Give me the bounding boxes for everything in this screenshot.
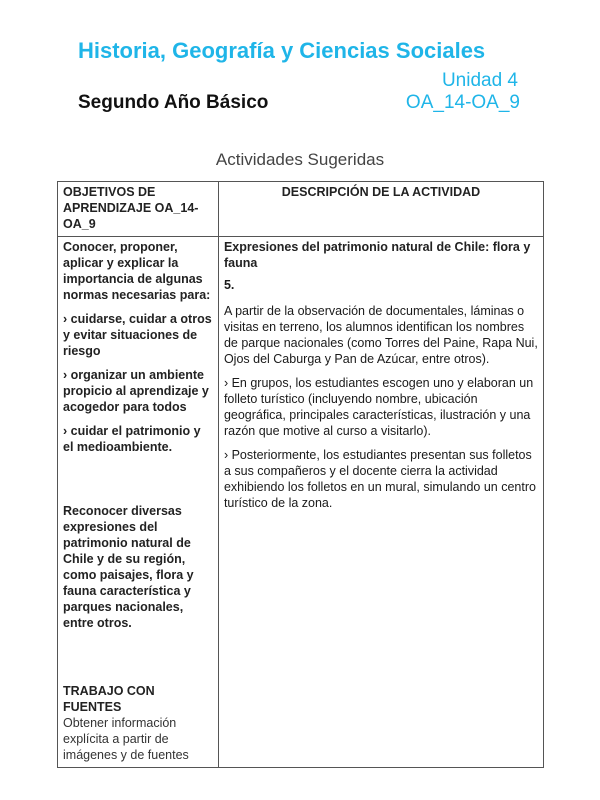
objective-item: › organizar un ambiente propicio al aprendizaje y acogedor para todos <box>63 368 209 414</box>
objective-intro: Conocer, proponer, aplicar y explicar la importancia de algunas normas necesarias para: <box>63 240 211 302</box>
section-title: Actividades Sugeridas <box>215 150 385 169</box>
table-row <box>58 237 544 768</box>
description-cell <box>218 237 543 768</box>
activity-title: Expresiones del patrimonio natural de Chile: flora y fauna <box>223 240 531 270</box>
subject-title: Historia, Geografía y Ciencias Sociales <box>78 38 486 63</box>
skills-text: Obtener información explícita a partir de imágenes y de fuentes <box>63 716 189 762</box>
activity-paragraph: › En grupos, los estudiantes escogen uno y elaboran un folleto turístico (incluyendo nombre, ubicación geográfica, principales características, ilustración y una razón que motive al curso a visitarlo). <box>223 376 534 438</box>
skills-title: TRABAJO CON FUENTES <box>63 684 155 714</box>
unit-label: Unidad 4 <box>441 70 518 91</box>
activity-table <box>57 181 544 768</box>
objectives-header: OBJETIVOS DE APRENDIZAJE OA_14-OA_9 <box>58 182 219 237</box>
description-header: DESCRIPCIÓN DE LA ACTIVIDAD <box>218 182 543 237</box>
objective-recognize: Reconocer diversas expresiones del patrimonio natural de Chile y de su región, como paisajes, flora y fauna característica y parques nacionales, entre otros. <box>63 504 194 630</box>
objective-item: › cuidar el patrimonio y el medioambiente. <box>63 424 201 454</box>
activity-paragraph: A partir de la observación de documentales, láminas o visitas en terreno, los alumnos identifican los nombres de parque nacionales (como Torres del Paine, Rapa Nui, Ojos del Caburga y Pan de Azúcar, entre otros). <box>223 304 538 366</box>
activity-paragraph: › Posteriormente, los estudiantes presentan sus folletos a sus compañeros y el docente cierra la actividad exhibiendo los folletos en un mural, simulando un centro turístico de la zona. <box>223 448 536 510</box>
activity-number: 5. <box>223 278 235 292</box>
objectives-cell <box>58 237 219 768</box>
objective-code: OA_14-OA_9 <box>405 92 520 113</box>
table-header-row <box>58 182 544 237</box>
grade-label: Segundo Año Básico <box>78 92 269 113</box>
objective-item: › cuidarse, cuidar a otros y evitar situaciones de riesgo <box>63 312 212 358</box>
